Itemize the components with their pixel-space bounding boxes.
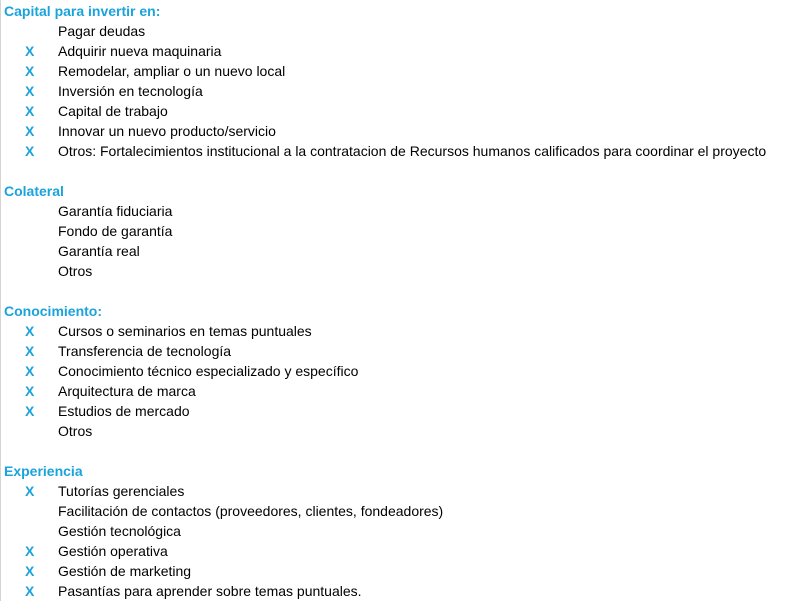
item-label: Gestión operativa [58, 543, 168, 559]
item-label: Tutorías gerenciales [58, 483, 185, 499]
check-mark: X [25, 403, 35, 419]
item-label: Remodelar, ampliar o un nuevo local [58, 63, 286, 79]
item-label: Fondo de garantía [58, 223, 173, 239]
item-label: Gestión de marketing [58, 563, 192, 579]
item-label: Estudios de mercado [58, 403, 190, 419]
checklist-row [1, 541, 808, 561]
item-label: Otros: Fortalecimientos institucional a la contratacion de Recursos humanos calificados para coordinar el proyecto [58, 143, 767, 159]
checklist-row [1, 401, 808, 421]
item-label: Capital de trabajo [58, 103, 168, 119]
check-mark: X [25, 43, 35, 59]
section-heading-row [1, 301, 808, 321]
checklist-row [1, 141, 808, 161]
checklist-row [1, 121, 808, 141]
item-label: Innovar un nuevo producto/servicio [58, 123, 276, 139]
check-mark: X [25, 483, 35, 499]
check-mark: X [25, 563, 35, 579]
checklist-row [1, 21, 808, 41]
checklist-row [1, 421, 808, 441]
item-label: Conocimiento técnico especializado y específico [58, 363, 359, 379]
checklist-row [1, 241, 808, 261]
checklist-row [1, 221, 808, 241]
checklist-row [1, 581, 808, 601]
checklist-row [1, 521, 808, 541]
checklist-row [1, 201, 808, 221]
section-heading: Capital para invertir en: [4, 3, 161, 19]
checklist-row [1, 561, 808, 581]
check-mark: X [25, 363, 35, 379]
item-label: Arquitectura de marca [58, 383, 196, 399]
check-mark: X [25, 383, 35, 399]
item-label: Facilitación de contactos (proveedores, clientes, fondeadores) [58, 503, 444, 519]
checklist-row [1, 381, 808, 401]
section-heading-row [1, 181, 808, 201]
section-heading-row [1, 1, 808, 21]
checklist-row [1, 101, 808, 121]
section-heading: Conocimiento: [4, 303, 102, 319]
item-label: Inversión en tecnología [58, 83, 203, 99]
section-heading: Experiencia [4, 463, 83, 479]
checklist-row [1, 321, 808, 341]
item-label: Garantía fiduciaria [58, 203, 173, 219]
check-mark: X [25, 583, 35, 599]
check-mark: X [25, 123, 35, 139]
checklist-row [1, 341, 808, 361]
blank-row [1, 161, 808, 181]
check-mark: X [25, 543, 35, 559]
checklist-row [1, 41, 808, 61]
item-label: Transferencia de tecnología [58, 343, 232, 359]
checklist-row [1, 481, 808, 501]
blank-row [1, 441, 808, 461]
section-heading: Colateral [4, 183, 64, 199]
item-label: Pasantías para aprender sobre temas puntuales. [58, 583, 362, 599]
item-label: Pagar deudas [58, 23, 146, 39]
blank-row [1, 281, 808, 301]
item-label: Gestión tecnológica [58, 523, 181, 539]
checklist-row [1, 61, 808, 81]
check-mark: X [25, 103, 35, 119]
item-label: Otros [58, 423, 93, 439]
check-mark: X [25, 323, 35, 339]
item-label: Adquirir nueva maquinaria [58, 43, 222, 59]
item-label: Cursos o seminarios en temas puntuales [58, 323, 312, 339]
section-heading-row [1, 461, 808, 481]
check-mark: X [25, 63, 35, 79]
checklist-row [1, 261, 808, 281]
item-label: Garantía real [58, 243, 140, 259]
checklist-row [1, 81, 808, 101]
check-mark: X [25, 83, 35, 99]
check-mark: X [25, 343, 35, 359]
checklist-row [1, 361, 808, 381]
checklist-row [1, 501, 808, 521]
check-mark: X [25, 143, 35, 159]
item-label: Otros [58, 263, 93, 279]
